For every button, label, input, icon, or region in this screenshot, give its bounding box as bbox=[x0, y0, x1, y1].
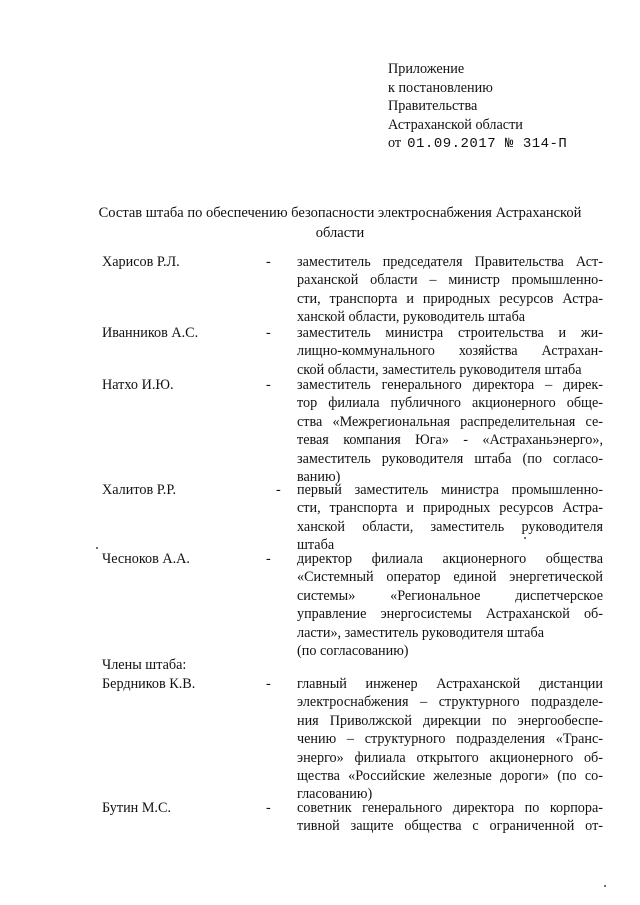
separator-dash: - bbox=[266, 676, 271, 692]
appendix-date bbox=[388, 134, 567, 154]
separator-dash: - bbox=[276, 482, 281, 498]
position-line: раханской области – министр промышленно- bbox=[297, 272, 603, 289]
position-line: системы» «Региональное диспетчерское bbox=[297, 587, 603, 604]
scan-speck bbox=[524, 537, 526, 539]
staff-name: Бердников К.В. bbox=[102, 676, 196, 692]
position-line: тевая компания Юга» - «Астраханьэнерго», bbox=[297, 432, 603, 449]
separator-dash: - bbox=[266, 254, 271, 270]
position-line: штаба bbox=[297, 537, 335, 554]
position-line: заместитель руководителя штаба (по согласо- bbox=[297, 450, 603, 467]
scan-speck bbox=[96, 547, 98, 549]
document-title bbox=[60, 203, 620, 243]
position-line: заместитель министра строительства и жи- bbox=[297, 325, 603, 341]
position-line: энерго» филиала открытого акционерного об- bbox=[297, 749, 603, 766]
position-line: ской области, заместитель руководителя штаба bbox=[297, 361, 582, 378]
appendix-line: к постановлению bbox=[388, 79, 493, 96]
staff-position bbox=[297, 675, 603, 804]
staff-position bbox=[297, 799, 603, 836]
position-line: первый заместитель министра промышленно- bbox=[297, 482, 603, 498]
appendix-header bbox=[388, 60, 567, 154]
position-line: советник генерального директора по корпора- bbox=[297, 800, 603, 816]
position-line: ванию) bbox=[297, 469, 341, 486]
position-line: тор филиала публичного акционерного обще- bbox=[297, 395, 603, 412]
staff-position bbox=[297, 550, 603, 660]
separator-dash: - bbox=[266, 800, 271, 816]
staff-name: Чесноков А.А. bbox=[102, 551, 190, 567]
position-line: ласти», заместитель руководителя штаба bbox=[297, 624, 544, 641]
position-line: директор филиала акционерного общества bbox=[297, 551, 603, 567]
staff-name: Иванников А.С. bbox=[102, 325, 199, 341]
position-line: ства «Межрегиональная распределительная се- bbox=[297, 413, 603, 430]
position-line: гласованию) bbox=[297, 786, 373, 803]
staff-position bbox=[297, 324, 603, 379]
staff-position bbox=[297, 481, 603, 555]
title-line: области bbox=[315, 225, 365, 241]
separator-dash: - bbox=[266, 377, 271, 393]
position-line: заместитель генерального директора – дирек- bbox=[297, 377, 603, 393]
staff-position bbox=[297, 253, 603, 327]
position-line: сти, транспорта и природных ресурсов Астра- bbox=[297, 500, 603, 517]
members-label: Члены штаба: bbox=[102, 657, 187, 673]
position-line: заместитель председателя Правительства Аст- bbox=[297, 254, 603, 270]
staff-name: Харисов Р.Л. bbox=[102, 254, 180, 270]
position-line: (по согласованию) bbox=[297, 643, 409, 660]
separator-dash: - bbox=[266, 551, 271, 567]
scan-speck bbox=[604, 885, 606, 887]
position-line: «Системный оператор единой энергетической bbox=[297, 569, 603, 586]
appendix-line: Приложение bbox=[388, 61, 465, 77]
position-line: ханской области, руководитель штаба bbox=[297, 309, 526, 326]
position-line: главный инженер Астраханской дистанции bbox=[297, 676, 603, 692]
position-line: электроснабжения – структурного подразделе- bbox=[297, 694, 603, 711]
position-line: ханской области, заместитель руководителя bbox=[297, 518, 603, 535]
title-line: Состав штаба по обеспечению безопасности электроснабжения Астраханской bbox=[98, 205, 582, 221]
staff-name: Натхо И.Ю. bbox=[102, 377, 174, 393]
position-line: щества «Российские железные дороги» (по со- bbox=[297, 768, 603, 785]
position-line: управление энергосистемы Астраханской об- bbox=[297, 606, 603, 623]
position-line: лищно-коммунального хозяйства Астрахан- bbox=[297, 343, 603, 360]
position-line: тивной защите общества с ограниченной от- bbox=[297, 818, 603, 835]
separator-dash: - bbox=[266, 325, 271, 341]
date-number: 01.09.2017 № 314-П bbox=[407, 136, 568, 152]
appendix-line: Астраханской области bbox=[388, 116, 523, 133]
date-prefix: от bbox=[388, 135, 402, 151]
position-line: сти, транспорта и природных ресурсов Астра- bbox=[297, 290, 603, 307]
appendix-line: Правительства bbox=[388, 98, 478, 114]
staff-name: Бутин М.С. bbox=[102, 800, 171, 816]
position-line: ния Приволжской дирекции по энергообеспе- bbox=[297, 712, 603, 729]
staff-name: Халитов Р.Р. bbox=[102, 482, 177, 498]
staff-position bbox=[297, 376, 603, 486]
position-line: чению – структурного подразделения «Транс- bbox=[297, 731, 603, 748]
